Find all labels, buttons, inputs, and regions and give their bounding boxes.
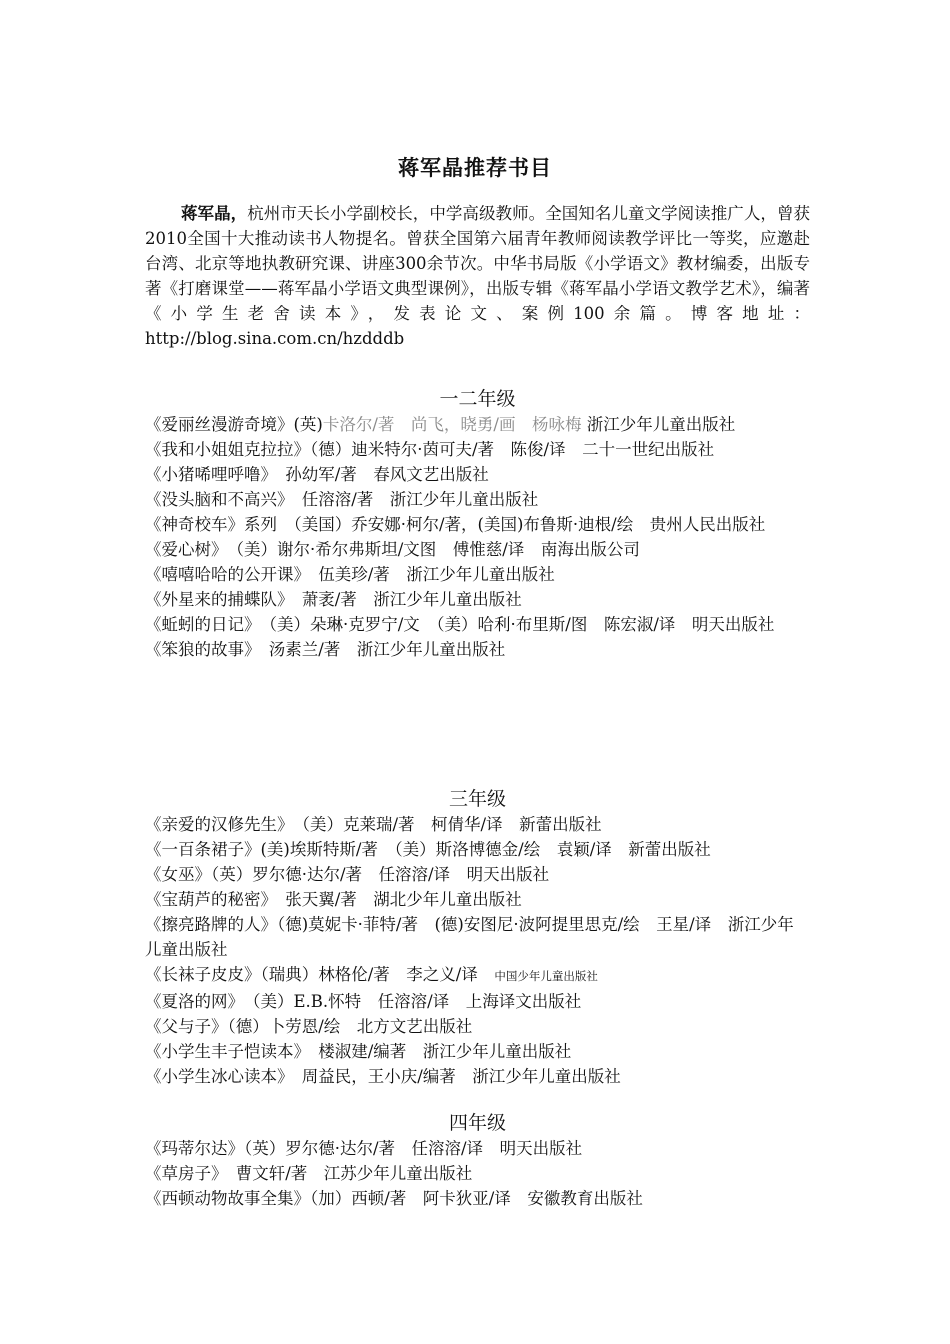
- grade-heading: 三年级: [448, 788, 506, 810]
- book-entry: 《小学生丰子恺读本》 楼淑建/编著 浙江少年儿童出版社: [145, 1042, 572, 1061]
- book-entry: 《亲爱的汉修先生》 （美）克莱瑞/著 柯倩华/译 新蕾出版社: [145, 815, 602, 834]
- grade-heading: 一二年级: [439, 388, 516, 410]
- book-entry: 《嘻嘻哈哈的公开课》 伍美珍/著 浙江少年儿童出版社: [145, 565, 555, 584]
- book-credits: 卡洛尔/著 尚飞，晓勇/画 杨咏梅: [322, 415, 582, 434]
- grade-heading: 四年级: [448, 1112, 506, 1134]
- book-title: 《爱丽丝漫游奇境》(英): [145, 415, 323, 434]
- book-entry: 《我和小姐姐克拉拉》（德）迪米特尔·茵可夫/著 陈俊/译 二十一世纪出版社: [145, 440, 715, 459]
- book-entry: [145, 412, 810, 437]
- section-grade-4: [145, 1110, 810, 1211]
- book-entry: 《小猪唏哩呼噜》 孙幼军/著 春风文艺出版社: [145, 465, 489, 484]
- book-entry: 《爱心树》 （美）谢尔·希尔弗斯坦/文图 傅惟慈/译 南海出版公司: [145, 540, 640, 559]
- section-grade-3: [145, 786, 810, 1089]
- section-grade-1-2: [145, 386, 810, 662]
- book-entry: 《西顿动物故事全集》（加）西顿/著 阿卡狄亚/译 安徽教育出版社: [145, 1189, 643, 1208]
- book-entry: 《玛蒂尔达》（英）罗尔德·达尔/著 任溶溶/译 明天出版社: [145, 1139, 583, 1158]
- book-entry: 《擦亮路牌的人》（德)莫妮卡·菲特/著 (德)安图尼·波阿提里思克/绘 王星/译 浙江少年儿童出版社: [145, 915, 794, 959]
- book-entry: 《女巫》（英）罗尔德·达尔/著 任溶溶/译 明天出版社: [145, 865, 550, 884]
- book-entry: 《没头脑和不高兴》 任溶溶/著 浙江少年儿童出版社: [145, 490, 539, 509]
- author-name: 蒋军晶，: [181, 204, 248, 223]
- book-entry: 《宝葫芦的秘密》 张天翼/著 湖北少年儿童出版社: [145, 890, 522, 909]
- book-entry: 《小学生冰心读本》 周益民，王小庆/编著 浙江少年儿童出版社: [145, 1067, 621, 1086]
- book-entry: [145, 962, 810, 989]
- book-entry: 《父与子》（德）卜劳恩/绘 北方文艺出版社: [145, 1017, 473, 1036]
- page-title: 蒋军晶推荐书目: [398, 155, 552, 180]
- book-entry: 《一百条裙子》(美)埃斯特斯/著 （美）斯洛博德金/绘 袁颖/译 新蕾出版社: [145, 840, 711, 859]
- book-entry: 《夏洛的网》 （美）E.B.怀特 任溶溶/译 上海译文出版社: [145, 992, 582, 1011]
- book-entry: 《外星来的捕蝶队》 萧袤/著 浙江少年儿童出版社: [145, 590, 522, 609]
- author-bio: 杭州市天长小学副校长，中学高级教师。全国知名儿童文学阅读推广人，曾获2010全国十大推动读书人物提名。曾获全国第六届青年教师阅读教学评比一等奖，应邀赴台湾、北京等地执教研究课、讲座300余节次。中华书局版《小学语文》教材编委，出版专著《打磨课堂——蒋军晶小学语文典型课例》，出版专辑《蒋军晶小学语文教学艺术》，编著《小学生老舍读本》，发表论文、案例100余篇。博客地址：http://blog.sina.com.cn/hzdddb: [145, 204, 811, 348]
- book-publisher: 浙江少年儿童出版社: [581, 415, 736, 434]
- book-publisher: 中国少年儿童出版社: [494, 969, 598, 983]
- book-entry: 《蚯蚓的日记》 （美）朵琳·克罗宁/文 （美）哈利·布里斯/图 陈宏淑/译 明天出版社: [145, 615, 775, 634]
- book-entry: 《神奇校车》系列 （美国）乔安娜·柯尔/著，(美国)布鲁斯·迪根/绘 贵州人民出版社: [145, 515, 766, 534]
- book-entry: 《笨狼的故事》 汤素兰/著 浙江少年儿童出版社: [145, 640, 506, 659]
- author-intro: [145, 201, 810, 351]
- book-entry: 《草房子》 曹文轩/著 江苏少年儿童出版社: [145, 1164, 473, 1183]
- book-title: 《长袜子皮皮》（瑞典）林格伦/著 李之义/译: [145, 965, 495, 984]
